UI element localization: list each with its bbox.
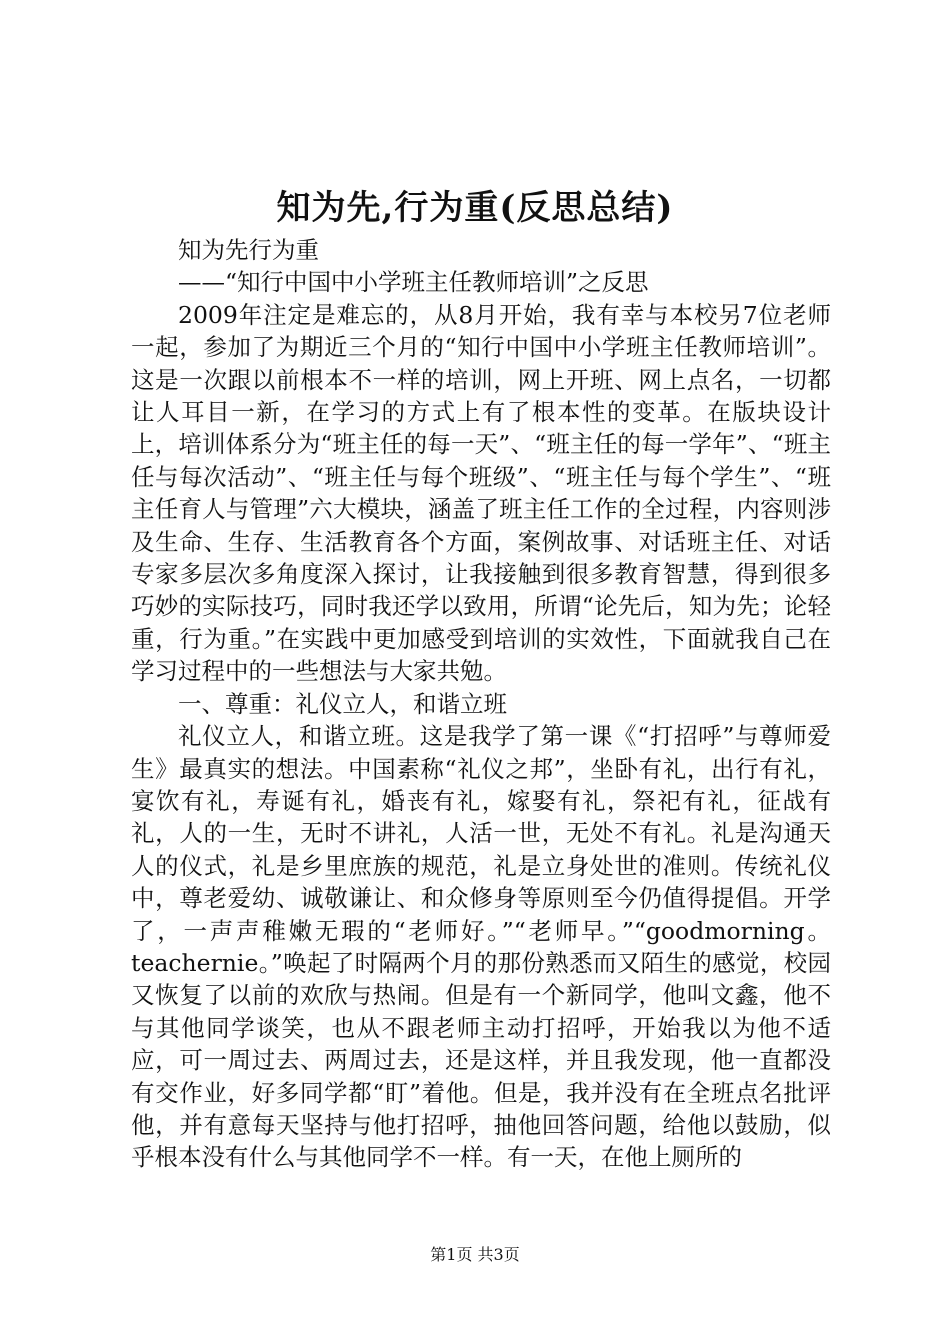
page-footer: 第1页 共3页: [430, 1245, 520, 1264]
subtitle-line: 知为先行为重: [178, 236, 319, 264]
body-paragraph: 礼仪立人，和谐立班。这是我学了第一课《“打招呼”与尊师爱生》最真实的想法。中国素称“礼仪之邦”，坐卧有礼，出行有礼，宴饮有礼，寿诞有礼，婚丧有礼，嫁娶有礼，祭祀有礼，征战有礼，人的一生，无时不讲礼，人活一世，无处不有礼。礼是沟通天人的仪式，礼是乡里庶族的规范，礼是立身处世的准则。传统礼仪中，尊老爱幼、诚敬谦让、和众修身等原则至今仍值得提倡。开学了，一声声稚嫩无瑕的“老师好。”“老师早。”“goodmorning。teachernie。”唤起了时隔两个月的那份熟悉而又陌生的感觉，校园又恢复了以前的欢欣与热闹。但是有一个新同学，他叫文鑫，他不与其他同学谈笑，也从不跟老师主动打招呼，开始我以为他不适应，可一周过去、两周过去，还是这样，并且我发现，他一直都没有交作业，好多同学都“盯”着他。但是，我并没有在全班点名批评他，并有意每天坚持与他打招呼，抽他回答问题，给他以鼓励，似乎根本没有什么与其他同学不一样。有一天，在他上厕所的: [131, 722, 831, 1172]
document-body: [131, 234, 831, 1174]
section-heading: 一、尊重：礼仪立人，和谐立班: [178, 689, 507, 718]
subtitle-line: ——“知行中国中小学班主任教师培训”之反思: [178, 268, 649, 297]
page-title: 知为先,行为重(反思总结): [276, 188, 674, 228]
body-paragraph: 2009年注定是难忘的，从8月开始，我有幸与本校另7位老师一起，参加了为期近三个月的“知行中国中小学班主任教师培训”。这是一次跟以前根本不一样的培训，网上开班、网上点名，一切都让人耳目一新，在学习的方式上有了根本性的变革。在版块设计上，培训体系分为“班主任的每一天”、“班主任的每一学年”、“班主任与每次活动”、“班主任与每个班级”、“班主任与每个学生”、“班主任育人与管理”六大模块，涵盖了班主任工作的全过程，内容则涉及生命、生存、生活教育各个方面，案例故事、对话班主任、对话专家多层次多角度深入探讨，让我接触到很多教育智慧，得到很多巧妙的实际技巧，同时我还学以致用，所谓“论先后，知为先；论轻重，行为重。”在实践中更加感受到培训的实效性，下面就我自己在学习过程中的一些想法与大家共勉。: [131, 300, 831, 686]
